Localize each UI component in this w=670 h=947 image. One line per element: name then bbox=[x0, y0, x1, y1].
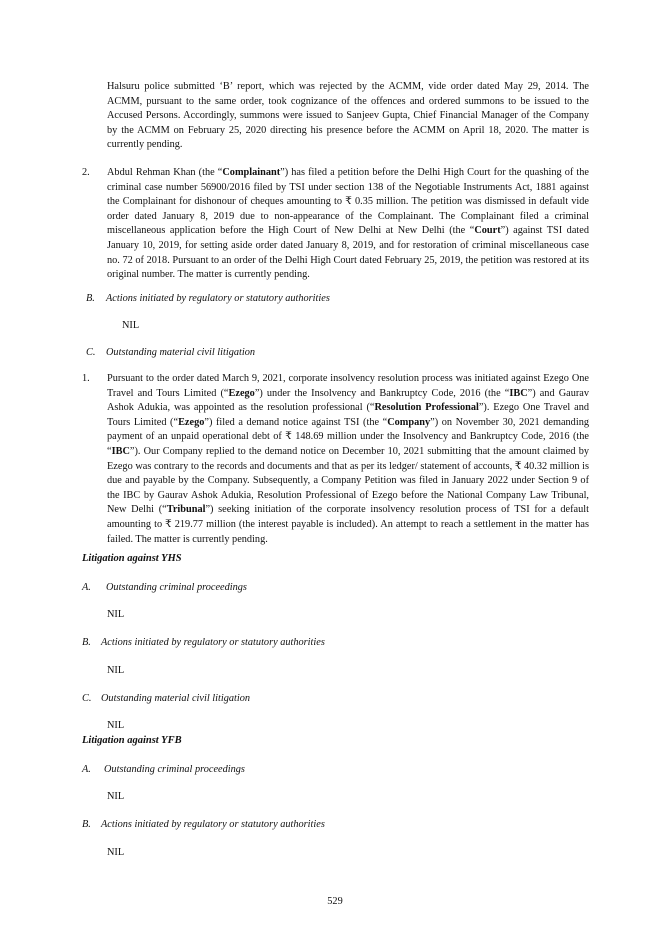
tsi-b-nil: NIL bbox=[122, 320, 140, 331]
yhs-c-nil: NIL bbox=[107, 720, 125, 731]
item-1-number: 1. bbox=[82, 373, 90, 384]
yfb-a-nil: NIL bbox=[107, 791, 125, 802]
yfb-b-subheading: B. Actions initiated by regulatory or statutory authorities bbox=[82, 819, 325, 830]
yfb-b-nil: NIL bbox=[107, 847, 125, 858]
page-number: 529 bbox=[327, 896, 343, 907]
yhs-c-subheading: C. Outstanding material civil litigation bbox=[82, 693, 251, 704]
yfb-a-subheading: A. Outstanding criminal proceedings bbox=[82, 764, 245, 775]
yhs-b-subheading: B. Actions initiated by regulatory or statutory authorities bbox=[82, 637, 325, 648]
yhs-b-nil: NIL bbox=[107, 665, 125, 676]
tsi-c-subheading: C. Outstanding material civil litigation bbox=[86, 347, 256, 358]
yhs-heading: Litigation against YHS bbox=[82, 553, 182, 564]
tsi-b-subheading: B. Actions initiated by regulatory or statutory authorities bbox=[86, 293, 330, 304]
yfb-heading: Litigation against YFB bbox=[82, 735, 182, 746]
yhs-a-nil: NIL bbox=[107, 609, 125, 620]
item-2-paragraph: Abdul Rehman Khan (the “Complainant”) has filed a petition before the Delhi High Court for the quashing of the criminal case number 56900/2016 filed by TSI under section 138 of the Negotiable Instruments Act, 1881 against the Complainant for dishonour of cheques amounting to ₹ 0.35 million. The petition was dismissed in default vide order dated January 8, 2019 due to non-appearance of the Complainant. The Complainant filed a criminal miscellaneous application before the High Court of New Delhi at New Delhi (the “Court”) against TSI dated January 10, 2019, for setting aside order dated January 8, 2019, and for restoration of criminal miscellaneous case no. 72 of 2018. Pursuant to an order of the Delhi High Court dated February 25, 2019, the petition was restored at its original number. The matter is currently pending. bbox=[107, 167, 589, 281]
intro-paragraph: Halsuru police submitted ‘B’ report, which was rejected by the ACMM, vide order dated May 29, 2014. The ACMM, pursuant to the same order, took cognizance of the offences and ordered summons to be issued to the Accused Persons. Accordingly, summons were issued to Sanjeev Gupta, Chief Financial Manager of the Company by the ACMM on February 25, 2020 directing his presence before the ACMM on April 18, 2020. The matter is currently pending. bbox=[107, 81, 589, 151]
item-2-number: 2. bbox=[82, 167, 90, 178]
item-1-paragraph: Pursuant to the order dated March 9, 2021, corporate insolvency resolution process was initiated against Ezego One Travel and Tours Limited (“Ezego”) under the Insolvency and Bankruptcy Code, 2016 (the “IBC”) and Gaurav Ashok Adukia, was appointed as the resolution professional (“Resolution Professional”). Ezego One Travel and Tours Limited (“Ezego”) filed a demand notice against TSI (the “Company”) on November 30, 2021 demanding payment of an unpaid operational debt of ₹ 148.69 million under the Insolvency and Bankruptcy Code, 2016 (the “IBC”). Our Company replied to the demand notice on December 10, 2021 submitting that the amount claimed by Ezego was contrary to the records and documents and that as per its ledger/ statement of accounts, ₹ 40.32 million is due and payable by the Company. Subsequently, a Company Petition was filed in January 2022 under Section 9 of the IBC by Gaurav Ashok Adukia, Resolution Professional of Ezego before the National Company Law Tribunal, New Delhi (“Tribunal”) seeking initiation of the corporate insolvency resolution process of TSI for a default amounting to ₹ 219.77 million (the interest payable is included). An attempt to reach a settlement in the matter has failed. The matter is currently pending. bbox=[107, 373, 589, 545]
yhs-a-subheading: A. Outstanding criminal proceedings bbox=[82, 582, 247, 593]
